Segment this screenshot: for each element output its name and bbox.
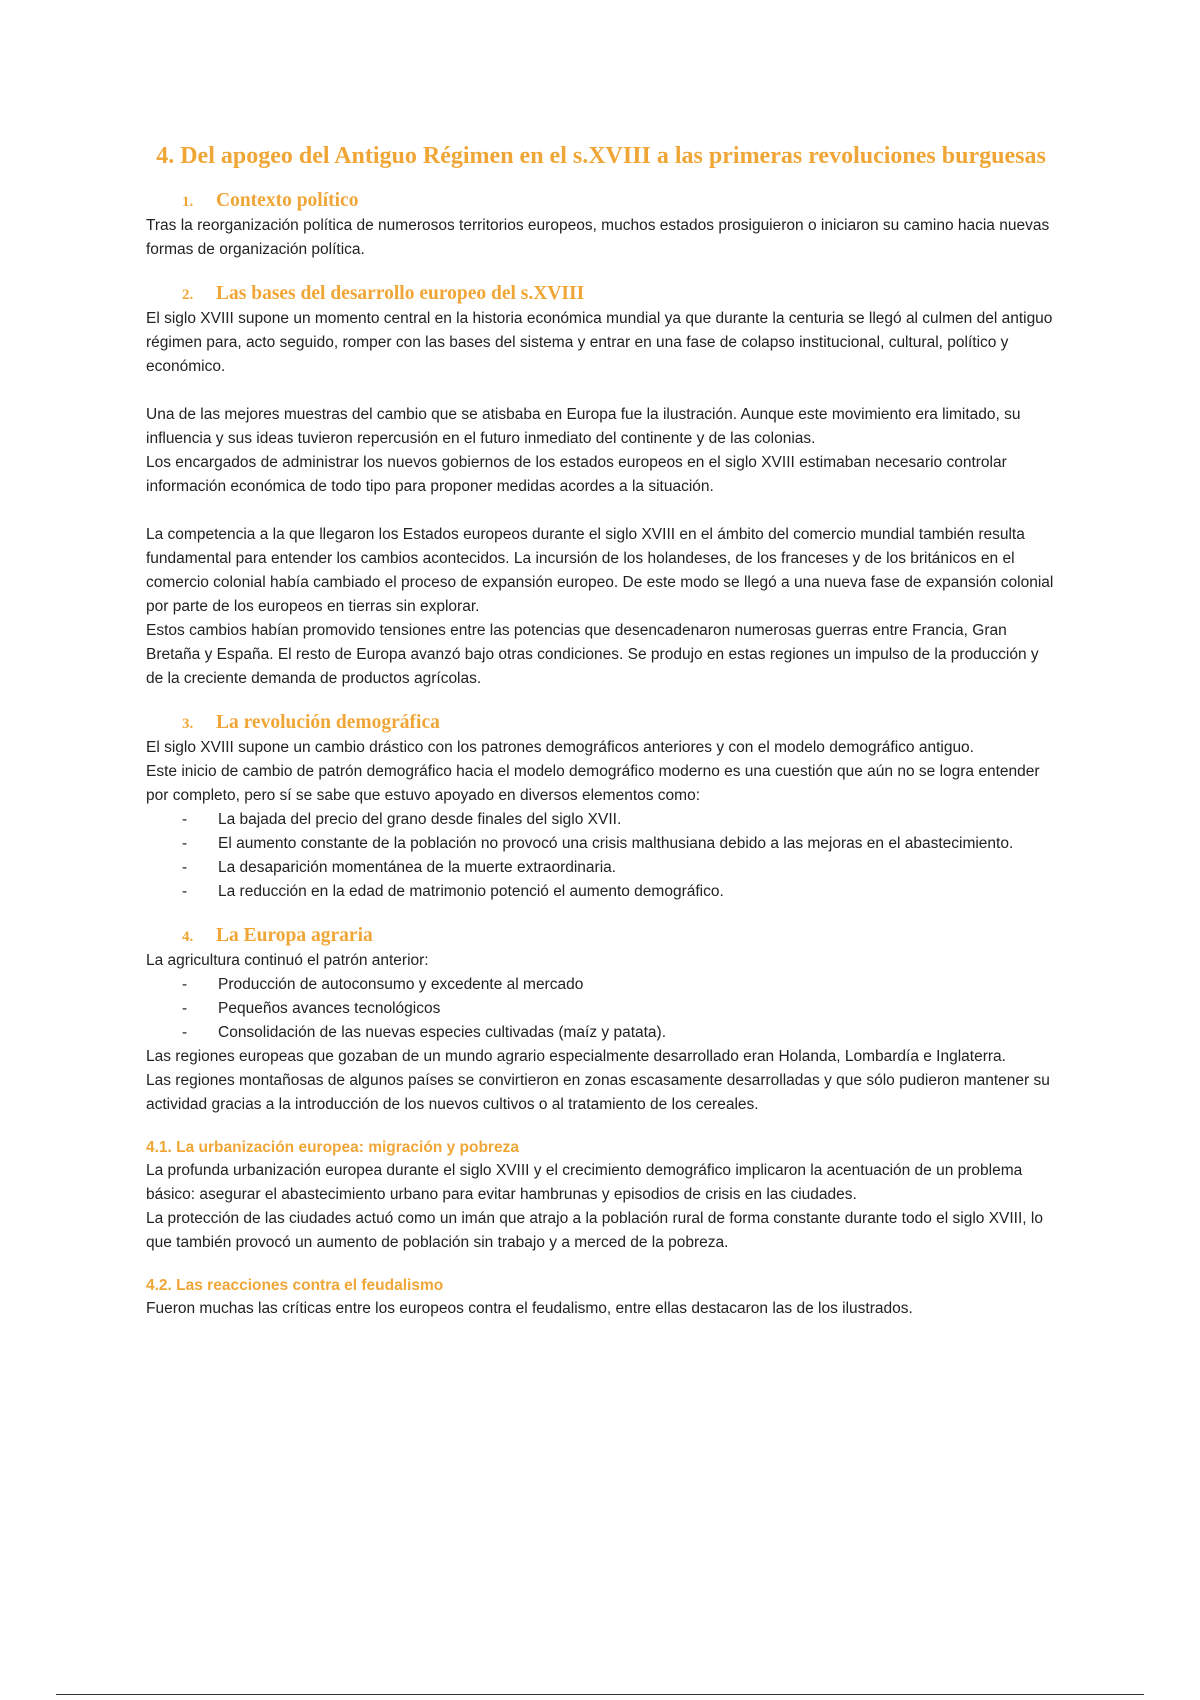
- section-heading: [146, 711, 1056, 736]
- section-title: Las bases del desarrollo europeo del s.XVIII: [216, 283, 585, 304]
- paragraph: El siglo XVIII supone un momento central en la historia económica mundial ya que durante la centuria se llegó al culmen del antiguo régimen para, acto seguido, romper con las bases del sistema y entrar en una fase de colapso institucional, cultural, político y económico.: [146, 310, 1053, 375]
- paragraph: Los encargados de administrar los nuevos gobiernos de los estados europeos en el siglo XVIII estimaban necesario controlar información económica de todo tipo para proponer medidas acordes a la situación.: [146, 454, 1007, 495]
- subsection-reacciones-feudalismo: [146, 1275, 1056, 1321]
- list-item: - Consolidación de las nuevas especies cultivadas (maíz y patata).: [182, 1024, 667, 1041]
- list-item: - La bajada del precio del grano desde finales del siglo XVII.: [182, 811, 622, 828]
- paragraph: Las regiones montañosas de algunos países se convirtieron en zonas escasamente desarrolladas y que sólo pudieron mantener su actividad gracias a la introducción de los nuevos cultivos o al tratamiento de los cereales.: [146, 1072, 1050, 1113]
- list-item: - La reducción en la edad de matrimonio potenció el aumento demográfico.: [182, 883, 724, 900]
- bullet-list: [146, 808, 1056, 904]
- section-europa-agraria: [146, 924, 1056, 1117]
- list-item: - Producción de autoconsumo y excedente al mercado: [182, 976, 584, 993]
- paragraph: Fueron muchas las críticas entre los europeos contra el feudalismo, entre ellas destacaron las de los ilustrados.: [146, 1300, 913, 1317]
- paragraph: Las regiones europeas que gozaban de un mundo agrario especialmente desarrollado eran Holanda, Lombardía e Inglaterra.: [146, 1048, 1006, 1065]
- section-number: 3.: [182, 716, 194, 732]
- subsection-urbanizacion: [146, 1137, 1056, 1255]
- section-heading: [146, 189, 1056, 214]
- paragraph: Estos cambios habían promovido tensiones entre las potencias que desencadenaron numerosas guerras entre Francia, Gran Bretaña y España. El resto de Europa avanzó bajo otras condiciones. Se produjo en estas regiones un impulso de la producción y de la creciente demanda de productos agrícolas.: [146, 622, 1039, 687]
- list-item: - La desaparición momentánea de la muerte extraordinaria.: [182, 859, 617, 876]
- document-title: 4. Del apogeo del Antiguo Régimen en el s.XVIII a las primeras revoluciones burguesas: [156, 143, 1046, 169]
- footer-divider: [56, 1694, 1144, 1695]
- paragraph: Este inicio de cambio de patrón demográfico hacia el modelo demográfico moderno es una cuestión que aún no se logra entender por completo, pero sí se sabe que estuvo apoyado en diversos elementos como:: [146, 763, 1040, 804]
- section-heading: [146, 924, 1056, 949]
- bullet-list: [146, 973, 1056, 1045]
- section-title: Contexto político: [216, 190, 359, 211]
- section-title: La Europa agraria: [216, 925, 373, 946]
- paragraph: La competencia a la que llegaron los Estados europeos durante el siglo XVIII en el ámbito del comercio mundial también resulta fundamental para entender los cambios acontecidos. La incursión de los holandeses, de los franceses y de los británicos en el comercio colonial había cambiado el proceso de expansión europeo. De este modo se llegó a una nueva fase de expansión colonial por parte de los europeos en tierras sin explorar.: [146, 526, 1054, 615]
- subsection-heading: 4.2. Las reacciones contra el feudalismo: [146, 1277, 444, 1294]
- list-item: - El aumento constante de la población no provocó una crisis malthusiana debido a las mejoras en el abastecimiento.: [182, 835, 1014, 852]
- list-item: - Pequeños avances tecnológicos: [182, 1000, 441, 1017]
- section-number: 1.: [182, 194, 194, 210]
- section-title: La revolución demográfica: [216, 712, 440, 733]
- paragraph: La profunda urbanización europea durante el siglo XVIII y el crecimiento demográfico implicaron la acentuación de un problema básico: asegurar el abastecimiento urbano para evitar hambrunas y episodios de crisis en las ciudades.: [146, 1162, 1023, 1203]
- paragraph: La agricultura continuó el patrón anterior:: [146, 952, 429, 969]
- subsection-heading: 4.1. La urbanización europea: migración y pobreza: [146, 1139, 519, 1156]
- paragraph: La protección de las ciudades actuó como un imán que atrajo a la población rural de forma constante durante todo el siglo XVIII, lo que también provocó un aumento de población sin trabajo y a merced de la pobreza.: [146, 1210, 1043, 1251]
- section-bases-desarrollo: [146, 282, 1056, 691]
- section-contexto-politico: [146, 189, 1056, 262]
- section-number: 4.: [182, 929, 194, 945]
- paragraph: El siglo XVIII supone un cambio drástico con los patrones demográficos anteriores y con el modelo demográfico antiguo.: [146, 739, 974, 756]
- paragraph: Tras la reorganización política de numerosos territorios europeos, muchos estados prosiguieron o iniciaron su camino hacia nuevas formas de organización política.: [146, 217, 1050, 258]
- section-revolucion-demografica: [146, 711, 1056, 904]
- document-page: [146, 140, 1056, 1321]
- section-heading: [146, 282, 1056, 307]
- paragraph: Una de las mejores muestras del cambio que se atisbaba en Europa fue la ilustración. Aunque este movimiento era limitado, su influencia y sus ideas tuvieron repercusión en el futuro inmediato del continente y de las colonias.: [146, 406, 1021, 447]
- section-number: 2.: [182, 287, 194, 303]
